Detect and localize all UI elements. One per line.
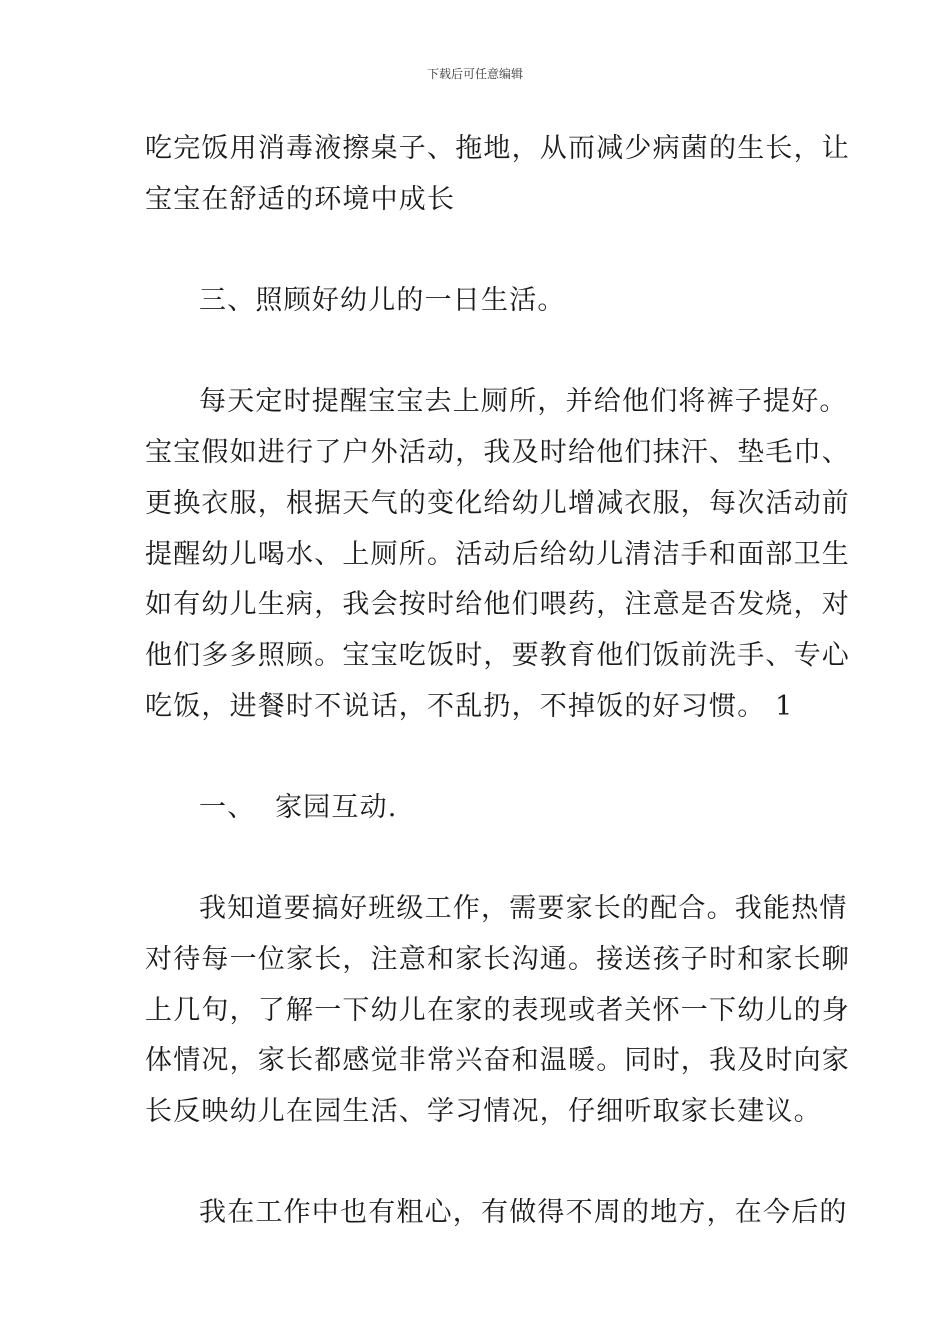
text-line: 我在工作中也有粗心，有做得不周的地方，在今后的 — [199, 1197, 848, 1229]
section-heading: 三、照顾好幼儿的一日生活。 — [199, 285, 566, 317]
text-line: 他们多多照顾。宝宝吃饭时，要教育他们饭前洗手、专心 — [145, 639, 850, 671]
text-line: 每天定时提醒宝宝去上厕所，并给他们将裤子提好。 — [199, 386, 848, 418]
page-header-note: 下载后可任意编辑 — [426, 67, 523, 81]
text-line: 对待每一位家长，注意和家长沟通。接送孩子时和家长聊 — [145, 944, 850, 975]
text-line: 提醒幼儿喝水、上厕所。活动后给幼儿清洁手和面部卫生 — [145, 538, 850, 570]
text-line: 宝宝在舒适的环境中成长 — [145, 183, 456, 215]
text-line: 我知道要搞好班级工作，需要家长的配合。我能热情 — [199, 893, 848, 925]
text-line: 更换衣服，根据天气的变化给幼儿增减衣服，每次活动前 — [145, 487, 850, 519]
section-heading: 一、 家园互动. — [199, 791, 398, 823]
text-line: 长反映幼儿在园生活、学习情况，仔细听取家长建议。 — [145, 1096, 822, 1128]
document-body — [145, 124, 850, 1239]
paragraph-gap — [145, 1138, 815, 1189]
text-line: 体情况，家长都感觉非常兴奋和温暖。同时，我及时向家 — [145, 1045, 850, 1077]
text-line: 如有幼儿生病，我会按时给他们喂药，注意是否发烧，对 — [145, 589, 850, 621]
paragraph-gap — [145, 225, 815, 276]
text-line: 吃饭，进餐时不说话，不乱扔，不掉饭的好习惯。 1 — [145, 690, 794, 722]
text-line: 吃完饭用消毒液擦桌子、拖地，从而减少病菌的生长，让 — [145, 133, 850, 164]
text-line: 宝宝假如进行了户外活动，我及时给他们抹汗、垫毛巾、 — [145, 437, 850, 469]
paragraph-gap — [145, 327, 815, 378]
text-line: 上几句，了解一下幼儿在家的表现或者关怀一下幼儿的身 — [145, 994, 850, 1026]
paragraph-gap — [145, 732, 815, 783]
paragraph-gap — [145, 834, 815, 885]
